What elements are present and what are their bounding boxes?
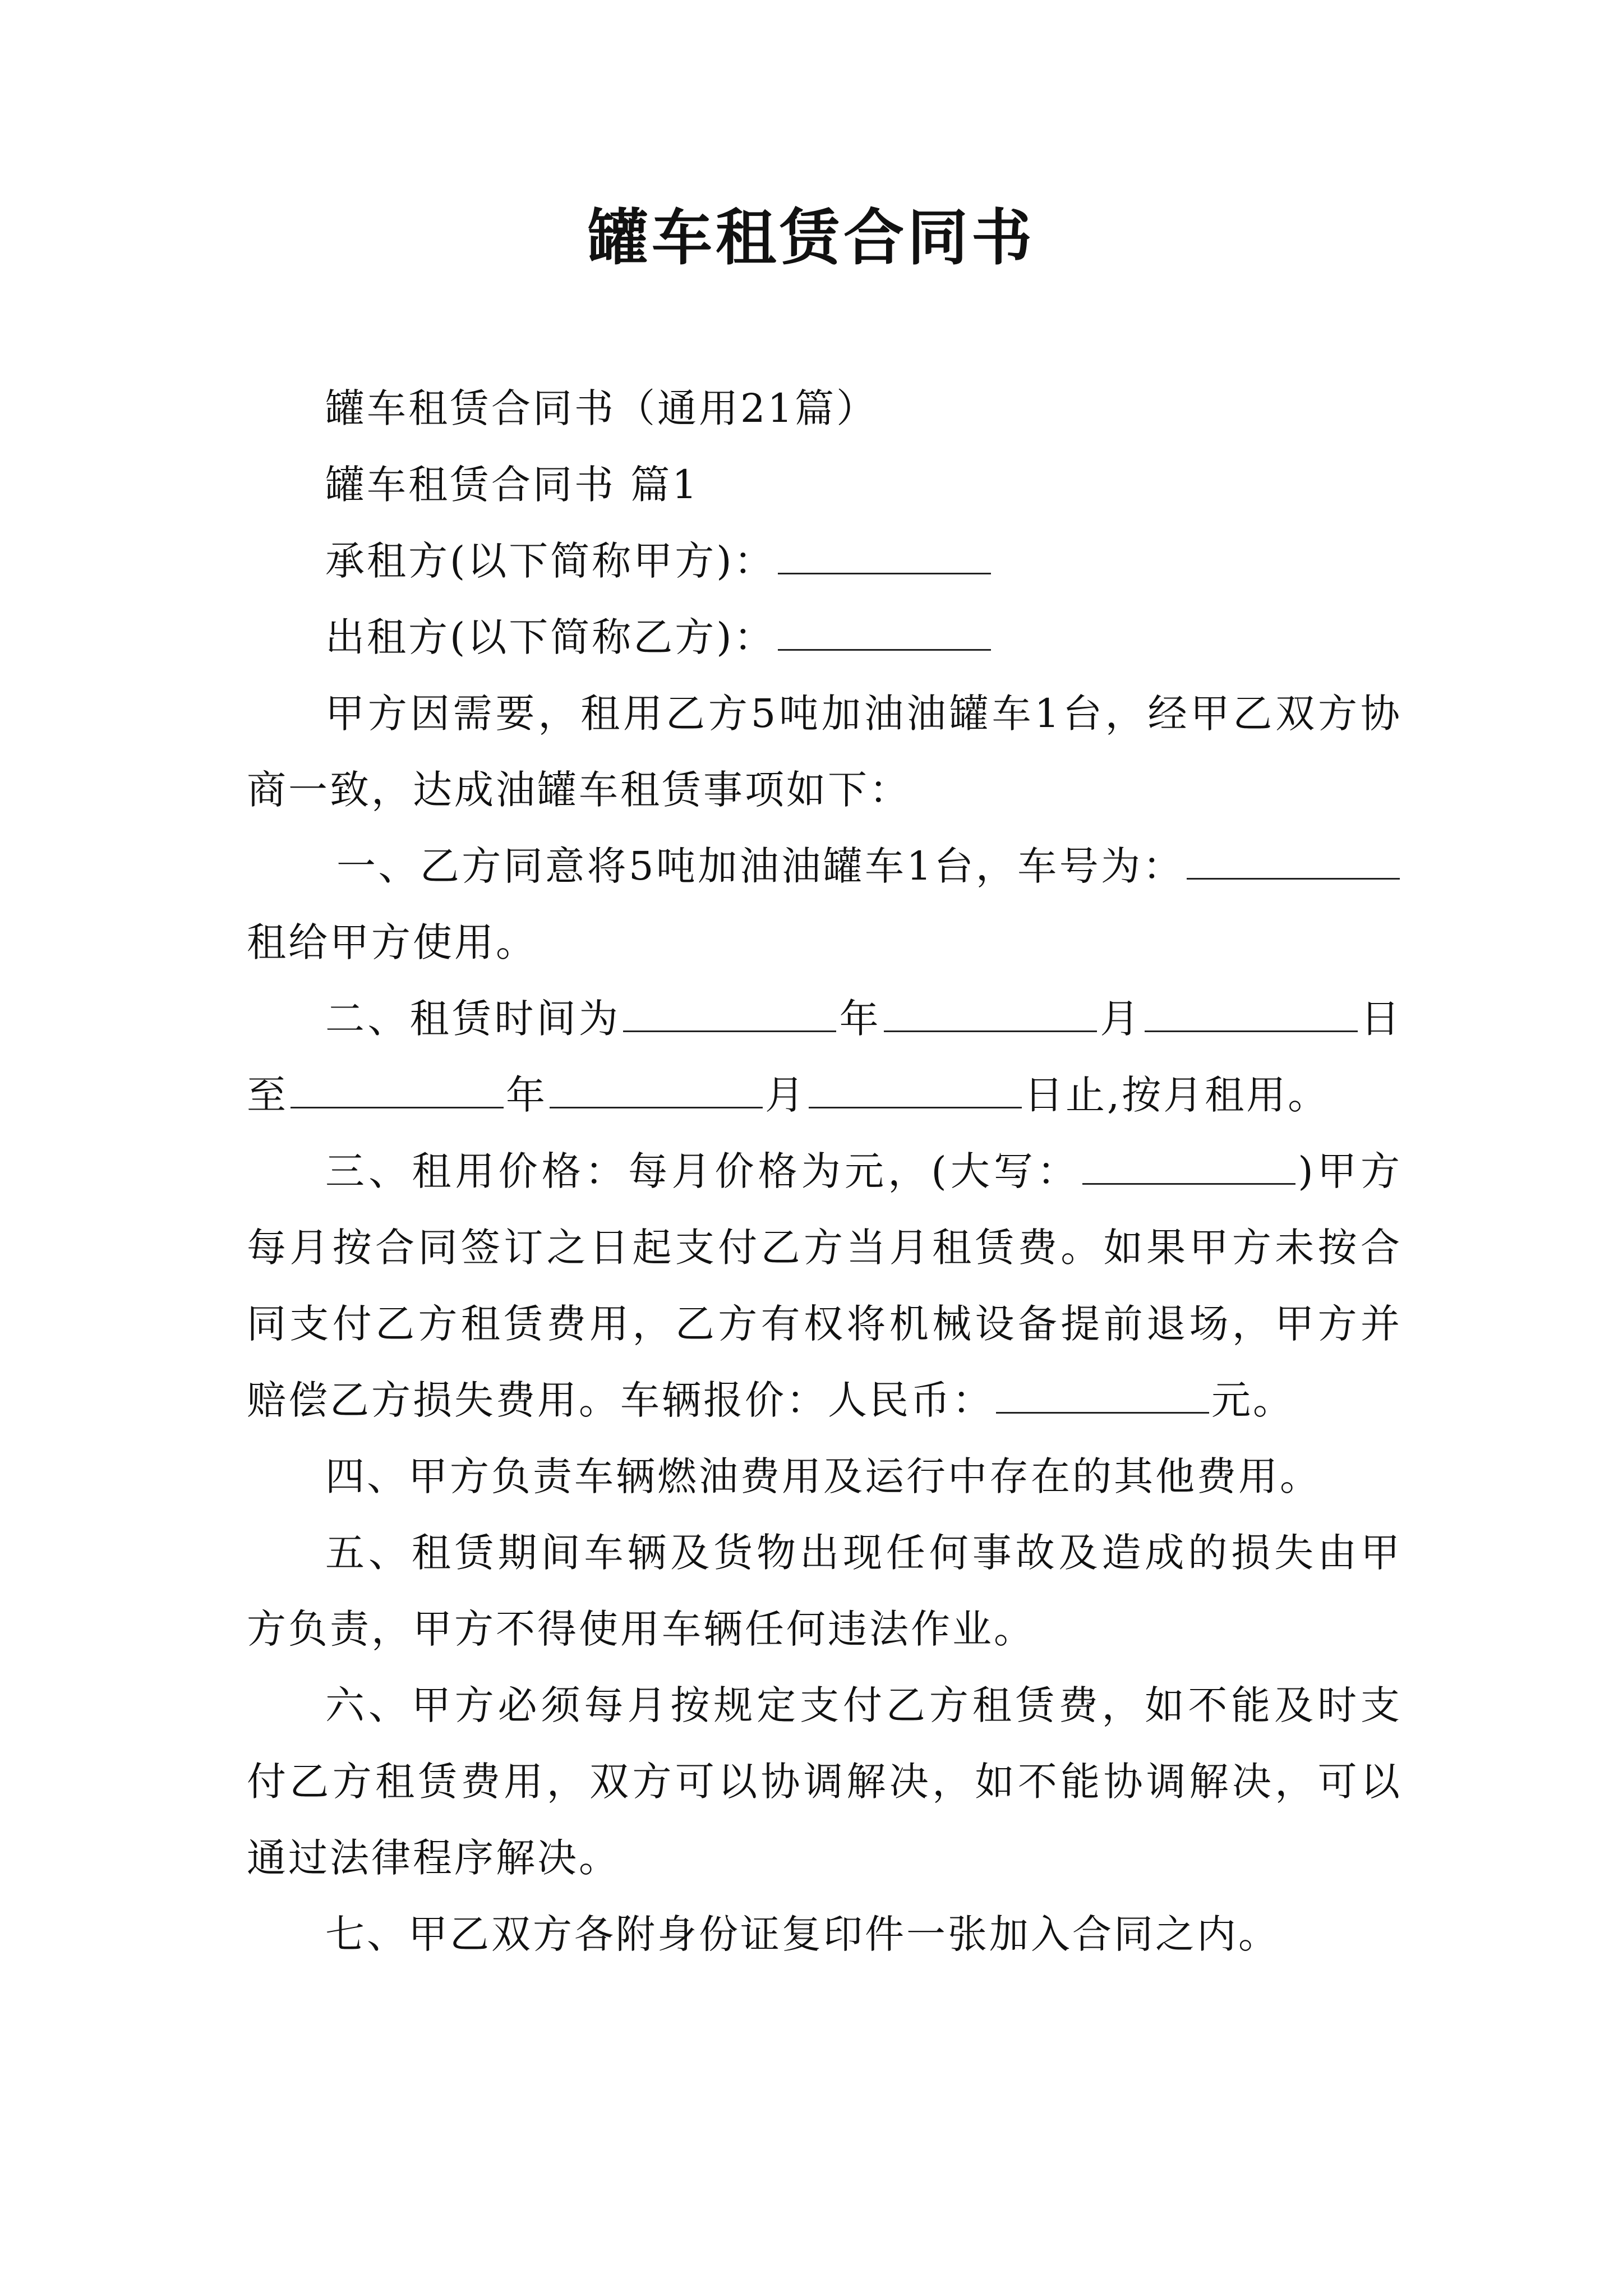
end-month-blank (550, 1068, 763, 1108)
clause-6: 六、甲方必须每月按规定支付乙方租赁费，如不能及时支付乙方租赁费用，双方可以协调解决，如不能协调解决，可以通过法律程序解决。 (247, 1682, 1402, 1881)
clause-3 (247, 1133, 1402, 1438)
lessor-line (247, 599, 1402, 675)
end-day-blank (809, 1068, 1022, 1108)
document-title: 罐车租赁合同书 (587, 203, 1035, 273)
amount-in-words-blank (1082, 1144, 1295, 1185)
vehicle-price-blank (996, 1373, 1209, 1414)
lessee-line (247, 523, 1402, 599)
end-year-blank (291, 1068, 504, 1108)
clause-7: 七、甲乙双方各附身份证复印件一张加入合同之内。 (325, 1911, 1280, 1957)
lessee-label: 承租方(以下简称甲方)： (325, 538, 776, 584)
clause-3-body: )甲方每月按合同签订之日起支付乙方当月租赁费。如果甲方未按合同支付乙方租赁费用，乙方有权将机械设备提前退场，甲方并赔偿乙方损失费用。车辆报价：人民币： (247, 1148, 1403, 1423)
lessor-label: 出租方(以下简称乙方)： (325, 614, 776, 660)
document-body (247, 370, 1402, 1972)
clause-2-lead: 二、租赁时间为 (325, 996, 621, 1042)
month-label: 月 (1099, 996, 1142, 1042)
clause-2-tail: 日止,按月租用。 (1024, 1072, 1330, 1118)
clause-1 (247, 828, 1402, 981)
day-to-label: 日至 (247, 996, 1403, 1118)
clause-1-text: 一、乙方同意将5吨加油油罐车1台，车号为： (336, 843, 1184, 889)
end-year-label: 年 (506, 1072, 547, 1118)
intro-title: 罐车租赁合同书（通用21篇） (325, 385, 878, 431)
lessor-blank (778, 610, 991, 651)
vehicle-number-blank (1187, 839, 1400, 880)
end-month-label: 月 (765, 1072, 806, 1118)
start-month-blank (884, 991, 1097, 1032)
clause-3-lead: 三、租用价格：每月价格为元，(大写： (325, 1148, 1081, 1194)
clause-5: 五、租赁期间车辆及货物出现任何事故及造成的损失由甲方负责，甲方不得使用车辆任何违法作业。 (247, 1530, 1402, 1652)
preamble-paragraph: 甲方因需要，租用乙方5吨加油油罐车1台，经甲乙双方协商一致，达成油罐车租赁事项如下： (247, 691, 1402, 813)
start-year-blank (623, 991, 836, 1032)
section-title: 罐车租赁合同书 篇1 (325, 462, 699, 508)
clause-1-tail: 租给甲方使用。 (247, 919, 537, 965)
clause-2 (247, 981, 1402, 1133)
clause-4: 四、甲方负责车辆燃油费用及运行中存在的其他费用。 (325, 1453, 1321, 1499)
lessee-blank (778, 533, 991, 574)
clause-3-tail: 元。 (1211, 1377, 1294, 1423)
start-day-blank (1145, 991, 1358, 1032)
year-label: 年 (838, 996, 882, 1042)
